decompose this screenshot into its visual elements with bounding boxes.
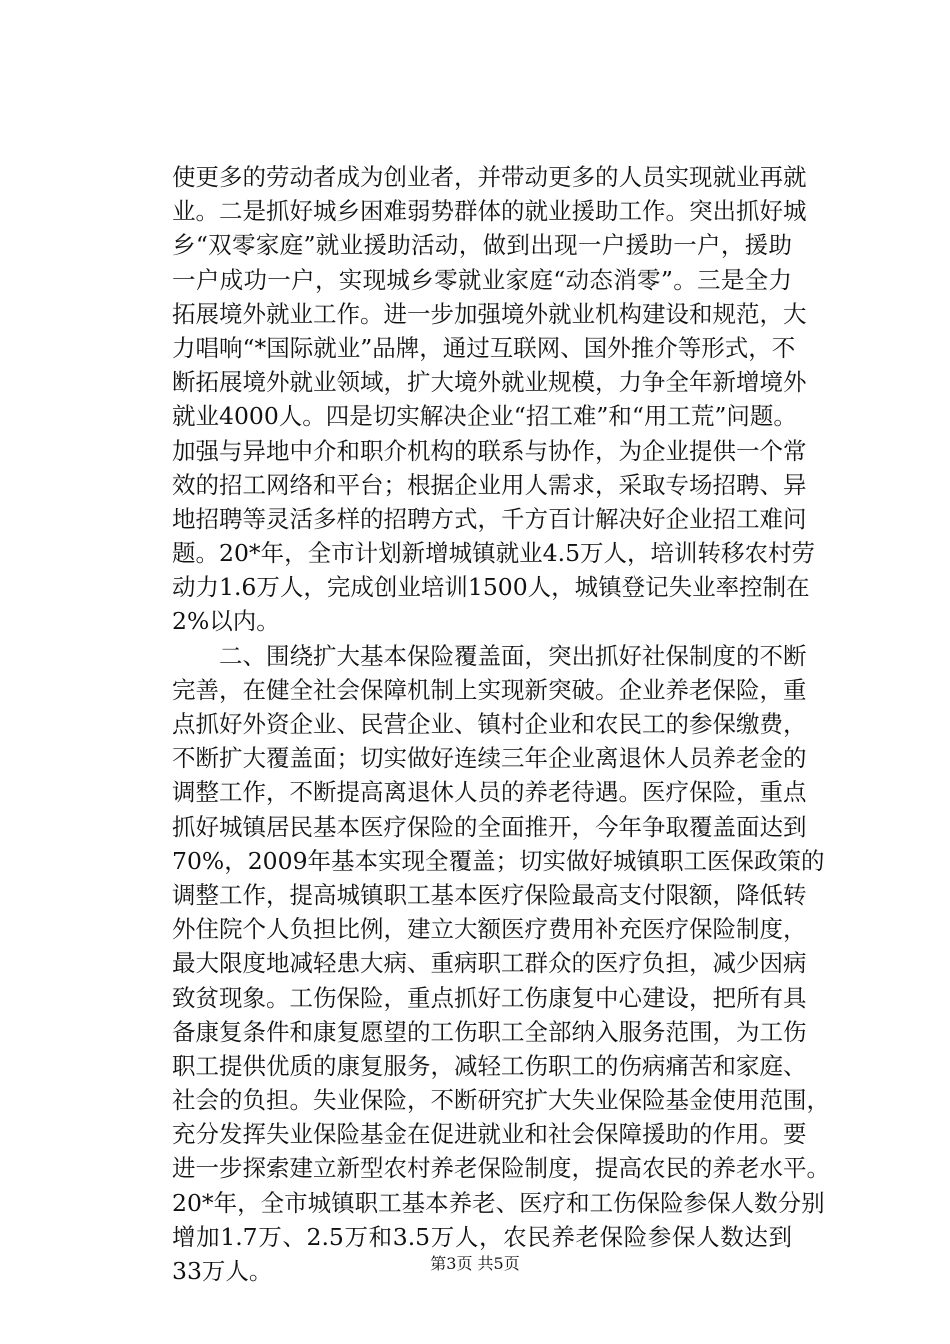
document-body <box>172 160 830 1288</box>
text-line: 效的招工网络和平台；根据企业用人需求，采取专场招聘、异 <box>172 470 807 499</box>
text-line: 职工提供优质的康复服务，减轻工伤职工的伤病痛苦和家庭、 <box>172 1051 807 1080</box>
text-line: 完善，在健全社会保障机制上实现新突破。企业养老保险，重 <box>172 675 807 704</box>
text-line: 点抓好外资企业、民营企业、镇村企业和农民工的参保缴费， <box>172 710 807 738</box>
text-line: 使更多的劳动者成为创业者，并带动更多的人员实现就业再就 <box>172 163 807 191</box>
text-line: 动力1.6万人，完成创业培训1500人，城镇登记失业率控制在 <box>172 573 810 602</box>
text-line: 题。20*年，全市计划新增城镇就业4.5万人，培训转移农村劳 <box>172 539 816 568</box>
text-line: 20*年，全市城镇职工基本养老、医疗和工伤保险参保人数分别 <box>172 1188 825 1217</box>
text-line: 乡“双零家庭”就业援助活动，做到出现一户援助一户，援助 <box>172 231 792 260</box>
text-line: 外住院个人负担比例，建立大额医疗费用补充医疗保险制度， <box>172 915 807 944</box>
text-line: 增加1.7万、2.5万和3.5万人，农民养老保险参保人数达到 <box>172 1222 792 1251</box>
text-line: 一户成功一户，实现城乡零就业家庭“动态消零”。三是全力 <box>172 265 792 294</box>
text-line: 不断扩大覆盖面；切实做好连续三年企业离退休人员养老金的 <box>172 744 807 773</box>
text-line: 抓好城镇居民基本医疗保险的全面推开，今年争取覆盖面达到 <box>172 812 807 841</box>
text-line: 二、围绕扩大基本保险覆盖面，突出抓好社保制度的不断 <box>172 641 807 670</box>
text-line: 就业4000人。四是切实解决企业“招工难”和“用工荒”问题。 <box>172 402 797 431</box>
text-line: 力唱响“*国际就业”品牌，通过互联网、国外推介等形式，不 <box>172 333 796 362</box>
text-line: 加强与异地中介和职介机构的联系与协作，为企业提供一个常 <box>172 436 807 465</box>
text-line: 33万人。 <box>172 1257 273 1285</box>
text-line: 致贫现象。工伤保险，重点抓好工伤康复中心建设，把所有具 <box>172 983 807 1012</box>
page-footer: 第3页 共5页 <box>430 1254 520 1273</box>
text-line: 最大限度地减轻患大病、重病职工群众的医疗负担，减少因病 <box>172 949 807 978</box>
text-line: 2%以内。 <box>172 607 280 636</box>
text-line: 调整工作，提高城镇职工基本医疗保险最高支付限额，降低转 <box>172 880 807 909</box>
text-line: 调整工作，不断提高离退休人员的养老待遇。医疗保险，重点 <box>172 778 807 807</box>
text-line: 拓展境外就业工作。进一步加强境外就业机构建设和规范，大 <box>172 299 807 328</box>
text-line: 断拓展境外就业领域，扩大境外就业规模，力争全年新增境外 <box>172 368 807 397</box>
text-line: 70%，2009年基本实现全覆盖；切实做好城镇职工医保政策的 <box>172 846 825 875</box>
text-line: 充分发挥失业保险基金在促进就业和社会保障援助的作用。要 <box>172 1120 807 1149</box>
text-line: 进一步探索建立新型农村养老保险制度，提高农民的养老水平。 <box>172 1154 830 1183</box>
text-line: 地招聘等灵活多样的招聘方式，千方百计解决好企业招工难问 <box>172 504 807 533</box>
text-line: 业。二是抓好城乡困难弱势群体的就业援助工作。突出抓好城 <box>172 197 807 226</box>
text-line: 社会的负担。失业保险，不断研究扩大失业保险基金使用范围， <box>172 1086 830 1115</box>
text-line: 备康复条件和康复愿望的工伤职工全部纳入服务范围，为工伤 <box>172 1017 807 1046</box>
